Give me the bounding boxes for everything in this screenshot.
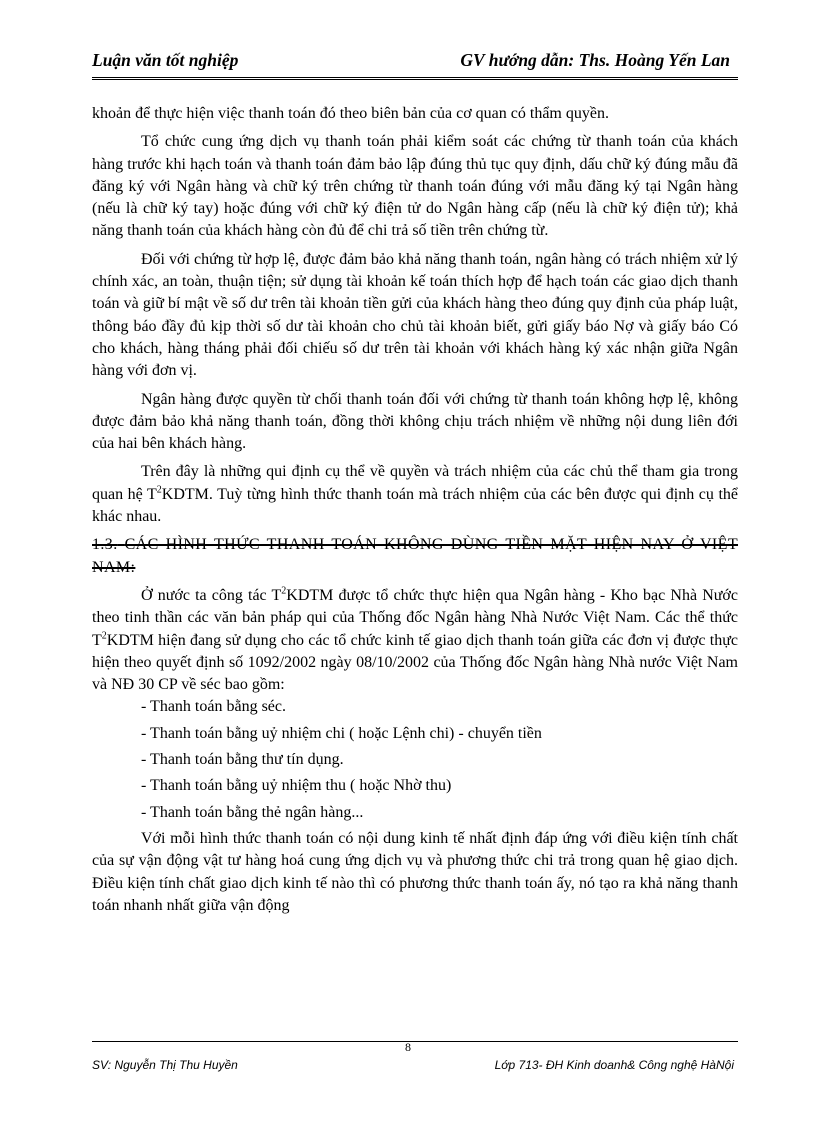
superscript: 2: [156, 484, 162, 496]
paragraph-refusal-rights: Ngân hàng được quyền từ chối thanh toán đối với chứng từ thanh toán không hợp lệ, không được đảm bảo khả năng thanh toán, đồng thời không chịu trách nhiệm về những nội dung liên đới của hai bên khách hàng.: [92, 390, 738, 453]
page-header: [92, 50, 738, 80]
list-item: - Thanh toán bằng thẻ ngân hàng...: [141, 803, 364, 821]
paragraph-section-intro: [92, 585, 738, 696]
header-advisor: GV hướng dẫn: Ths. Hoàng Yến Lan: [460, 50, 730, 70]
paragraph-control-documents: Tổ chức cung ứng dịch vụ thanh toán phải kiểm soát các chứng từ thanh toán của khách hàng trước khi hạch toán và thanh toán đảm bảo lập đúng thủ tục quy định, dấu chữ ký đúng mẫu đã đăng ký với Ngân hàng và chữ ký trên chứng từ thanh toán đúng với mẫu đăng ký tại Ngân hàng (nếu là chữ ký tay) hoặc đúng với chữ ký điện tử do Ngân hàng cấp (nếu là chữ ký điện tử); khả năng thanh toán của khách hàng còn đủ để chi trả số tiền trên chứng từ.: [92, 133, 738, 240]
list-item: - Thanh toán bằng uỷ nhiệm chi ( hoặc Lệnh chi) - chuyển tiền: [141, 724, 542, 742]
footer-divider: [92, 1041, 738, 1042]
superscript: 2: [101, 630, 107, 642]
section-title: CÁC HÌNH THỨC THANH TOÁN KHÔNG DÙNG TIỀN MẶT HIỆN NAY Ở VIỆT NAM:: [92, 536, 739, 576]
paragraph-valid-documents: Đối với chứng từ hợp lệ, được đảm bảo khả năng thanh toán, ngân hàng có trách nhiệm xử lý chính xác, an toàn, thuận tiện; sử dụng tài khoản kế toán thích hợp để hạch toán các giao dịch thanh toán và giữ bí mật về số dư trên tài khoản tiền gửi của khách hàng theo đúng quy định của pháp luật, thông báo đầy đủ kịp thời số dư tài khoản cho chủ tài khoản biết, gửi giấy báo Nợ và giấy báo Có cho khách, hàng tháng phải đối chiếu số dư trên tài khoản với khách hàng ký xác nhận giữa Ngân hàng với đơn vị.: [92, 250, 738, 380]
header-thesis-title: Luận văn tốt nghiệp: [92, 50, 239, 70]
intro-text-b: KDTM được tổ chức thực hiện qua Ngân hàng - Kho bạc Nhà Nước theo tinh thần các văn bản pháp qui của Thống đốc Ngân hàng Nhà Nước Việt Nam. Các thể thức T: [92, 586, 738, 649]
paragraph-summary: [92, 461, 738, 528]
list-item: - Thanh toán bằng séc.: [141, 698, 286, 716]
page-body: [92, 103, 738, 923]
list-item: - Thanh toán bằng uỷ nhiệm thu ( hoặc Nhờ thu): [141, 777, 452, 795]
page-footer: [92, 1058, 734, 1072]
intro-text-a: Ở nước ta công tác T: [141, 586, 282, 604]
paragraph-payment-forms: Với mỗi hình thức thanh toán có nội dung kinh tế nhất định đáp ứng với điều kiện tính chất của sự vận động vật tư hàng hoá cung ứng dịch vụ và phương thức chi trả trong quan hệ giao dịch. Điều kiện tính chất giao dịch kinh tế nào thì có phương thức thanh toán ấy, nó tạo ra khả năng thanh toán nhanh nhất giữa vận động: [92, 829, 738, 914]
summary-text-a: Trên đây là những qui định cụ thể về quyền và trách nhiệm của các chủ thể tham gia trong quan hệ T: [92, 463, 738, 503]
footer-class: Lớp 713- ĐH Kinh doanh& Công nghệ HàNội: [494, 1058, 734, 1072]
list-item: - Thanh toán bằng thư tín dụng.: [141, 751, 344, 769]
superscript: 2: [281, 585, 287, 597]
paragraph-continuation: khoản để thực hiện việc thanh toán đó theo biên bản của cơ quan có thẩm quyền.: [92, 105, 609, 122]
intro-text-c: KDTM hiện đang sử dụng cho các tổ chức kinh tế giao dịch thanh toán giữa các đơn vị được thực hiện theo quyết định số 1092/2002 ngày 08/10/2002 của Thống đốc Ngân hàng Nhà nước Việt Nam và NĐ 30 CP về séc bao gồm:: [92, 631, 738, 694]
footer-student: SV: Nguyễn Thị Thu Huyền: [92, 1058, 238, 1072]
summary-text-b: KDTM. Tuỳ từng hình thức thanh toán mà trách nhiệm của các bên được qui định cụ thể khác nhau.: [92, 485, 738, 526]
section-number: 1.3.: [92, 536, 118, 554]
section-heading: [92, 534, 738, 579]
page-number: 8: [405, 1040, 411, 1054]
